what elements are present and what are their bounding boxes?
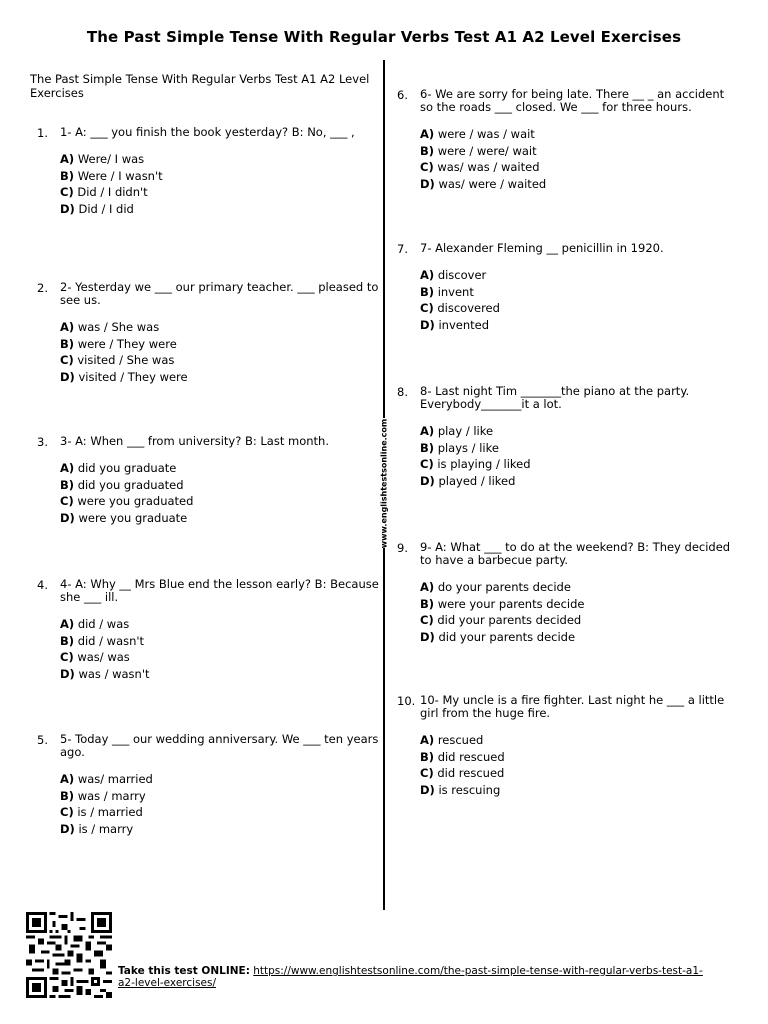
option-d[interactable]	[420, 176, 739, 193]
footer-text	[118, 965, 718, 989]
option-c[interactable]	[60, 804, 382, 821]
question-stem: 6- We are sorry for being late. There __ _ an accident so the roads ___ closed. We ___ for three hours.	[420, 87, 725, 114]
option-letter: B)	[60, 168, 75, 183]
option-text: were you graduate	[78, 510, 188, 525]
intro-text: The Past Simple Tense With Regular Verbs Test A1 A2 Level Exercises	[30, 72, 370, 100]
option-d[interactable]	[420, 473, 739, 490]
qr-code-icon[interactable]	[24, 912, 114, 998]
question-number: 6.	[397, 88, 408, 102]
option-letter: A)	[420, 127, 435, 141]
question-number: 5.	[37, 733, 48, 747]
option-letter: D)	[60, 201, 75, 216]
option-letter: B)	[420, 749, 435, 764]
option-text: was / marry	[77, 788, 146, 803]
option-text: were your parents decide	[437, 596, 585, 611]
question-stem: 9- A: What ___ to do at the weekend? B: They decided to have a barbecue party.	[420, 540, 731, 567]
option-text: was/ married	[77, 772, 153, 786]
question-number: 8.	[397, 385, 408, 399]
question-stem: 10- My uncle is a fire fighter. Last night he ___ a little girl from the huge fire.	[420, 693, 725, 720]
option-letter: A)	[60, 461, 75, 475]
option-c[interactable]	[60, 649, 382, 666]
option-text: was/ were / waited	[438, 176, 547, 191]
option-text: was/ was / waited	[437, 160, 540, 174]
question-stem: 5- Today ___ our wedding anniversary. We ___ ten years ago.	[60, 732, 379, 759]
question-1	[37, 126, 382, 217]
option-c[interactable]	[420, 300, 739, 317]
option-letter: A)	[420, 733, 435, 747]
option-b[interactable]	[420, 284, 739, 301]
question-6	[397, 88, 739, 192]
option-list	[420, 732, 739, 798]
option-d[interactable]	[60, 369, 382, 386]
option-list	[420, 267, 739, 333]
option-d[interactable]	[60, 201, 382, 218]
option-a[interactable]	[420, 732, 739, 749]
question-stem: 2- Yesterday we ___ our primary teacher. ___ pleased to see us.	[60, 280, 379, 307]
option-letter: B)	[420, 284, 435, 299]
option-text: is / marry	[78, 821, 134, 836]
option-d[interactable]	[60, 510, 382, 527]
option-text: is rescuing	[438, 782, 501, 797]
option-letter: A)	[60, 617, 75, 631]
footer	[24, 912, 744, 1002]
question-stem: 7- Alexander Fleming __ penicillin in 1920.	[420, 241, 664, 255]
option-text: discovered	[437, 301, 500, 315]
option-a[interactable]	[60, 771, 382, 788]
option-letter: D)	[420, 629, 435, 644]
option-text: did your parents decide	[438, 629, 576, 644]
option-text: were you graduated	[77, 494, 194, 508]
option-letter: B)	[60, 633, 75, 648]
question-2	[37, 281, 382, 385]
option-letter: D)	[420, 317, 435, 332]
option-letter: A)	[60, 772, 75, 786]
option-text: did rescued	[437, 749, 505, 764]
watermark-text: www.englishtestsonline.com	[379, 418, 389, 548]
option-text: Did / I didn't	[77, 185, 148, 199]
option-letter: C)	[420, 613, 434, 627]
option-text: Were/ I was	[77, 152, 145, 166]
option-letter: D)	[420, 176, 435, 191]
option-a[interactable]	[420, 126, 739, 143]
option-list	[60, 151, 382, 217]
option-text: do your parents decide	[437, 580, 571, 594]
option-text: plays / like	[437, 440, 499, 455]
option-c[interactable]	[420, 765, 739, 782]
option-a[interactable]	[60, 151, 382, 168]
option-text: was/ was	[77, 650, 130, 664]
option-d[interactable]	[60, 821, 382, 838]
option-letter: A)	[420, 424, 435, 438]
option-a[interactable]	[420, 267, 739, 284]
question-8	[397, 385, 739, 489]
question-stem: 1- A: ___ you finish the book yesterday? B: No, ___ ,	[60, 125, 355, 139]
option-letter: D)	[420, 782, 435, 797]
question-number: 4.	[37, 578, 48, 592]
question-number: 3.	[37, 435, 48, 449]
option-letter: B)	[420, 440, 435, 455]
option-d[interactable]	[60, 666, 382, 683]
option-letter: D)	[60, 666, 75, 681]
option-letter: A)	[60, 152, 75, 166]
option-c[interactable]	[60, 352, 382, 369]
option-d[interactable]	[420, 782, 739, 799]
option-letter: C)	[420, 766, 434, 780]
option-c[interactable]	[420, 612, 739, 629]
question-3	[37, 435, 382, 526]
option-a[interactable]	[60, 319, 382, 336]
option-letter: B)	[420, 143, 435, 158]
question-number: 1.	[37, 126, 48, 140]
option-list	[60, 460, 382, 526]
question-4	[37, 578, 382, 682]
option-list	[420, 579, 739, 645]
option-d[interactable]	[420, 629, 739, 646]
option-text: did you graduate	[77, 461, 177, 475]
option-b[interactable]	[60, 477, 382, 494]
footer-label: Take this test ONLINE:	[118, 965, 250, 977]
option-text: was / She was	[77, 320, 160, 334]
option-b[interactable]	[60, 788, 382, 805]
option-text: were / was / wait	[437, 127, 535, 141]
question-stem: 4- A: Why __ Mrs Blue end the lesson early? B: Because she ___ ill.	[60, 577, 379, 604]
option-letter: B)	[420, 596, 435, 611]
option-list	[60, 616, 382, 682]
option-letter: D)	[60, 510, 75, 525]
option-text: discover	[437, 268, 487, 282]
option-letter: C)	[420, 457, 434, 471]
option-letter: A)	[420, 580, 435, 594]
option-b[interactable]	[420, 749, 739, 766]
option-letter: A)	[60, 320, 75, 334]
option-c[interactable]	[60, 493, 382, 510]
option-letter: B)	[60, 336, 75, 351]
option-list	[420, 126, 739, 192]
option-letter: C)	[420, 301, 434, 315]
option-b[interactable]	[60, 336, 382, 353]
option-text: played / liked	[438, 473, 516, 488]
question-number: 2.	[37, 281, 48, 295]
option-text: did rescued	[437, 766, 505, 780]
option-text: Did / I did	[78, 201, 134, 216]
option-d[interactable]	[420, 317, 739, 334]
question-number: 7.	[397, 242, 408, 256]
option-c[interactable]	[420, 159, 739, 176]
option-text: did / was	[77, 617, 130, 631]
option-text: play / like	[437, 424, 494, 438]
option-text: was / wasn't	[78, 666, 150, 681]
option-text: is / married	[77, 805, 143, 819]
option-letter: C)	[420, 160, 434, 174]
option-letter: D)	[60, 821, 75, 836]
option-letter: C)	[60, 185, 74, 199]
question-stem: 8- Last night Tim _______the piano at the party. Everybody_______it a lot.	[420, 384, 690, 411]
option-c[interactable]	[420, 456, 739, 473]
option-b[interactable]	[420, 596, 739, 613]
option-a[interactable]	[60, 616, 382, 633]
test-url-link[interactable]: https://www.englishtestsonline.com/the-past-simple-tense-with-regular-verbs-test-a1-a2-level-exercises/	[118, 965, 703, 989]
page-title: The Past Simple Tense With Regular Verbs Test A1 A2 Level Exercises	[86, 28, 682, 46]
option-list	[60, 319, 382, 385]
option-b[interactable]	[60, 633, 382, 650]
option-letter: B)	[60, 788, 75, 803]
option-list	[60, 771, 382, 837]
option-text: rescued	[437, 733, 484, 747]
option-letter: D)	[420, 473, 435, 488]
question-7	[397, 242, 739, 333]
option-letter: B)	[60, 477, 75, 492]
option-text: is playing / liked	[437, 457, 531, 471]
question-number: 9.	[397, 541, 408, 555]
question-9	[397, 541, 739, 645]
option-text: did your parents decided	[437, 613, 582, 627]
option-text: were / were/ wait	[437, 143, 537, 158]
option-c[interactable]	[60, 184, 382, 201]
option-letter: C)	[60, 650, 74, 664]
option-text: invent	[437, 284, 474, 299]
option-letter: A)	[420, 268, 435, 282]
option-a[interactable]	[60, 460, 382, 477]
option-text: did you graduated	[77, 477, 184, 492]
option-text: invented	[438, 317, 490, 332]
option-text: visited / They were	[78, 369, 188, 384]
question-10	[397, 694, 739, 798]
option-a[interactable]	[420, 423, 739, 440]
option-b[interactable]	[420, 143, 739, 160]
option-letter: C)	[60, 353, 74, 367]
option-text: did / wasn't	[77, 633, 145, 648]
question-number: 10.	[397, 694, 416, 708]
option-text: Were / I wasn't	[77, 168, 163, 183]
option-letter: C)	[60, 494, 74, 508]
option-a[interactable]	[420, 579, 739, 596]
option-letter: D)	[60, 369, 75, 384]
option-list	[420, 423, 739, 489]
option-letter: C)	[60, 805, 74, 819]
question-stem: 3- A: When ___ from university? B: Last month.	[60, 434, 329, 448]
option-text: visited / She was	[77, 353, 175, 367]
option-b[interactable]	[420, 440, 739, 457]
question-5	[37, 733, 382, 837]
option-b[interactable]	[60, 168, 382, 185]
option-text: were / They were	[77, 336, 177, 351]
